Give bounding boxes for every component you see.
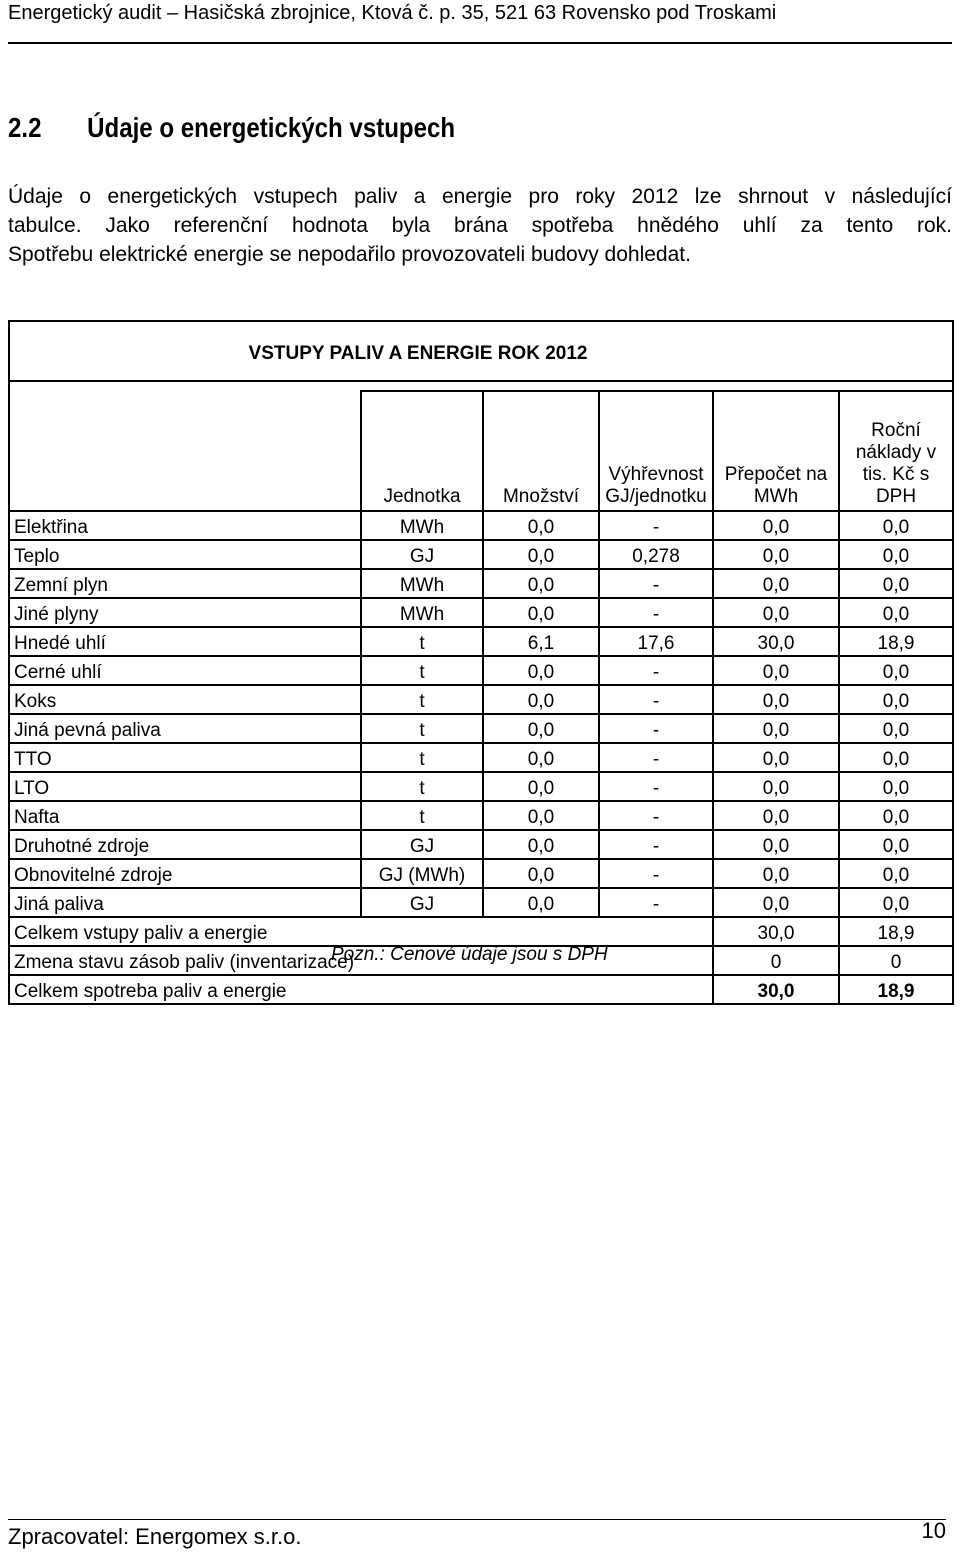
row-calorific: - bbox=[599, 714, 713, 743]
table-row bbox=[9, 569, 953, 598]
table-row bbox=[9, 830, 953, 859]
row-calorific: - bbox=[599, 569, 713, 598]
table-note: Pozn.: Cenové údaje jsou s DPH bbox=[331, 944, 608, 965]
row-calorific: 17,6 bbox=[599, 627, 713, 656]
header-conversion: Přepočet na MWh bbox=[713, 391, 839, 511]
energy-inputs-table bbox=[8, 320, 954, 1005]
row-mwh: 0,0 bbox=[713, 714, 839, 743]
row-cost: 0,0 bbox=[839, 540, 953, 569]
row-unit: MWh bbox=[361, 598, 483, 627]
row-label: Obnovitelné zdroje bbox=[9, 859, 361, 888]
table-row bbox=[9, 888, 953, 917]
section-heading bbox=[8, 112, 455, 144]
row-mwh: 0,0 bbox=[713, 801, 839, 830]
row-label: TTO bbox=[9, 743, 361, 772]
header-cost: Roční náklady v tis. Kč s DPH bbox=[839, 391, 953, 511]
row-mwh: 0,0 bbox=[713, 743, 839, 772]
table-row bbox=[9, 627, 953, 656]
row-calorific: - bbox=[599, 656, 713, 685]
table-row bbox=[9, 714, 953, 743]
row-mwh: 0,0 bbox=[713, 859, 839, 888]
row-cost: 0,0 bbox=[839, 888, 953, 917]
table-row bbox=[9, 598, 953, 627]
row-calorific: - bbox=[599, 743, 713, 772]
row-label: Zemní plyn bbox=[9, 569, 361, 598]
summary-label: Celkem spotreba paliv a energie bbox=[9, 975, 713, 1004]
summary-mwh: 30,0 bbox=[713, 917, 839, 946]
footer-author: Zpracovatel: Energomex s.r.o. bbox=[8, 1524, 302, 1549]
table-row bbox=[9, 685, 953, 714]
table-title: VSTUPY PALIV A ENERGIE ROK 2012 bbox=[9, 321, 953, 381]
intro-line: Údaje o energetických vstupech paliv a energie pro roky 2012 lze shrnout v následující bbox=[8, 185, 952, 208]
row-label: Nafta bbox=[9, 801, 361, 830]
row-unit: GJ bbox=[361, 540, 483, 569]
row-unit: MWh bbox=[361, 511, 483, 540]
table-row bbox=[9, 511, 953, 540]
row-cost: 0,0 bbox=[839, 569, 953, 598]
row-quantity: 0,0 bbox=[483, 801, 599, 830]
row-calorific: - bbox=[599, 801, 713, 830]
row-unit: t bbox=[361, 714, 483, 743]
row-cost: 0,0 bbox=[839, 772, 953, 801]
row-quantity: 0,0 bbox=[483, 656, 599, 685]
row-quantity: 0,0 bbox=[483, 830, 599, 859]
row-unit: t bbox=[361, 743, 483, 772]
row-quantity: 0,0 bbox=[483, 511, 599, 540]
header-quantity: Množství bbox=[483, 391, 599, 511]
row-unit: t bbox=[361, 656, 483, 685]
row-calorific: 0,278 bbox=[599, 540, 713, 569]
row-calorific: - bbox=[599, 511, 713, 540]
header-rule bbox=[8, 42, 952, 44]
table-row bbox=[9, 772, 953, 801]
row-mwh: 0,0 bbox=[713, 511, 839, 540]
row-quantity: 0,0 bbox=[483, 859, 599, 888]
row-unit: GJ (MWh) bbox=[361, 859, 483, 888]
row-unit: t bbox=[361, 772, 483, 801]
summary-row bbox=[9, 975, 953, 1004]
row-calorific: - bbox=[599, 859, 713, 888]
summary-mwh: 0 bbox=[713, 946, 839, 975]
row-cost: 18,9 bbox=[839, 627, 953, 656]
row-unit: GJ bbox=[361, 888, 483, 917]
row-quantity: 0,0 bbox=[483, 888, 599, 917]
page-header: Energetický audit – Hasičská zbrojnice, Ktová č. p. 35, 521 63 Rovensko pod Troskami bbox=[8, 2, 777, 24]
intro-line: Spotřebu elektrické energie se nepodařilo provozovateli budovy dohledat. bbox=[8, 243, 691, 266]
row-unit: t bbox=[361, 801, 483, 830]
row-label: Jiné plyny bbox=[9, 598, 361, 627]
row-quantity: 0,0 bbox=[483, 685, 599, 714]
summary-cost: 18,9 bbox=[839, 917, 953, 946]
row-label: Elektřina bbox=[9, 511, 361, 540]
row-label: Jiná paliva bbox=[9, 888, 361, 917]
row-label: Hnedé uhlí bbox=[9, 627, 361, 656]
table-row bbox=[9, 859, 953, 888]
row-quantity: 0,0 bbox=[483, 772, 599, 801]
header-calorific: Výhřevnost GJ/jednotku bbox=[599, 391, 713, 511]
row-unit: MWh bbox=[361, 569, 483, 598]
summary-cost: 18,9 bbox=[839, 975, 953, 1004]
intro-line: tabulce. Jako referenční hodnota byla brána spotřeba hnědého uhlí za tento rok. bbox=[8, 214, 952, 237]
row-label: Druhotné zdroje bbox=[9, 830, 361, 859]
row-calorific: - bbox=[599, 772, 713, 801]
row-mwh: 30,0 bbox=[713, 627, 839, 656]
table-row bbox=[9, 801, 953, 830]
row-calorific: - bbox=[599, 598, 713, 627]
row-label: LTO bbox=[9, 772, 361, 801]
row-cost: 0,0 bbox=[839, 859, 953, 888]
row-cost: 0,0 bbox=[839, 801, 953, 830]
row-quantity: 0,0 bbox=[483, 540, 599, 569]
row-mwh: 0,0 bbox=[713, 569, 839, 598]
row-cost: 0,0 bbox=[839, 598, 953, 627]
section-title: Údaje o energetických vstupech bbox=[87, 112, 456, 143]
row-label: Jiná pevná paliva bbox=[9, 714, 361, 743]
table-header-row bbox=[9, 391, 953, 511]
row-quantity: 0,0 bbox=[483, 569, 599, 598]
row-mwh: 0,0 bbox=[713, 685, 839, 714]
row-label: Teplo bbox=[9, 540, 361, 569]
row-mwh: 0,0 bbox=[713, 888, 839, 917]
row-mwh: 0,0 bbox=[713, 656, 839, 685]
table-row bbox=[9, 540, 953, 569]
row-unit: t bbox=[361, 685, 483, 714]
row-quantity: 0,0 bbox=[483, 743, 599, 772]
row-calorific: - bbox=[599, 888, 713, 917]
row-quantity: 6,1 bbox=[483, 627, 599, 656]
row-cost: 0,0 bbox=[839, 511, 953, 540]
row-label: Cerné uhlí bbox=[9, 656, 361, 685]
summary-cost: 0 bbox=[839, 946, 953, 975]
row-unit: GJ bbox=[361, 830, 483, 859]
row-cost: 0,0 bbox=[839, 830, 953, 859]
row-cost: 0,0 bbox=[839, 656, 953, 685]
row-cost: 0,0 bbox=[839, 714, 953, 743]
section-number: 2.2 bbox=[8, 112, 42, 143]
table-row bbox=[9, 656, 953, 685]
intro-paragraph bbox=[8, 182, 952, 269]
summary-label: Celkem vstupy paliv a energie bbox=[9, 917, 713, 946]
row-calorific: - bbox=[599, 830, 713, 859]
row-calorific: - bbox=[599, 685, 713, 714]
row-cost: 0,0 bbox=[839, 685, 953, 714]
summary-label: Zmena stavu zásob paliv (inventarizace) bbox=[9, 946, 713, 975]
page-number: 10 bbox=[921, 1518, 946, 1543]
summary-row bbox=[9, 917, 953, 946]
row-cost: 0,0 bbox=[839, 743, 953, 772]
row-mwh: 0,0 bbox=[713, 598, 839, 627]
row-mwh: 0,0 bbox=[713, 540, 839, 569]
header-unit: Jednotka bbox=[361, 391, 483, 511]
row-label: Koks bbox=[9, 685, 361, 714]
row-quantity: 0,0 bbox=[483, 714, 599, 743]
row-mwh: 0,0 bbox=[713, 830, 839, 859]
row-quantity: 0,0 bbox=[483, 598, 599, 627]
summary-mwh: 30,0 bbox=[713, 975, 839, 1004]
row-unit: t bbox=[361, 627, 483, 656]
footer-rule bbox=[8, 1519, 946, 1520]
header-empty-cell bbox=[9, 391, 361, 511]
table-row bbox=[9, 743, 953, 772]
row-mwh: 0,0 bbox=[713, 772, 839, 801]
